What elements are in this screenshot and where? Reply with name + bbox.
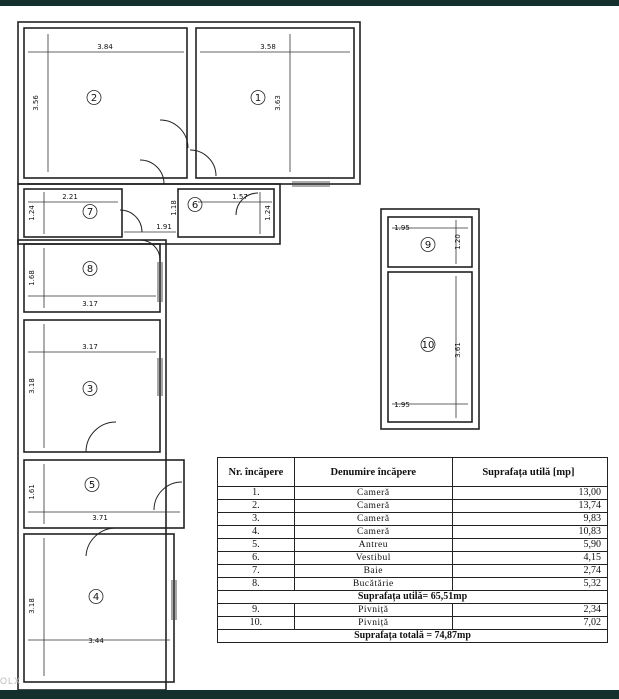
door-swing-icon — [86, 422, 116, 452]
room-extra-dimension-label: 1.18 — [170, 200, 178, 216]
room-height-label: 1.24 — [264, 205, 272, 221]
room-height-label: 3.63 — [274, 95, 282, 111]
cell-name: Cameră — [294, 526, 452, 539]
room-number-label: 9 — [424, 240, 432, 251]
room-number-label: 1 — [254, 93, 262, 104]
cell-area: 13,74 — [452, 500, 607, 513]
cell-area: 2,34 — [452, 604, 607, 617]
total-cell: Suprafața totală = 74,87mp — [218, 630, 608, 643]
room-width-label: 2.21 — [62, 193, 78, 201]
room-number-label: 10 — [421, 340, 435, 351]
cell-area: 2,74 — [452, 565, 607, 578]
cell-name: Pivniță — [294, 604, 452, 617]
door-swing-icon — [160, 120, 188, 148]
header-name: Denumire încăpere — [294, 458, 452, 487]
room-number-label: 8 — [86, 264, 94, 275]
room-number-label: 3 — [86, 384, 94, 395]
room-width-label: 3.17 — [82, 343, 98, 351]
cell-area: 5,90 — [452, 539, 607, 552]
cell-nr: 4. — [218, 526, 295, 539]
room-width-label: 1.95 — [394, 224, 410, 232]
cell-nr: 2. — [218, 500, 295, 513]
cell-nr: 8. — [218, 578, 295, 591]
subtotal-cell: Suprafața utilă= 65,51mp — [218, 591, 608, 604]
cell-nr: 5. — [218, 539, 295, 552]
cell-area: 5,32 — [452, 578, 607, 591]
cell-area: 7,02 — [452, 617, 607, 630]
table-row — [218, 487, 608, 500]
table-row — [218, 578, 608, 591]
room-number-label: 2 — [90, 93, 98, 104]
cell-nr: 9. — [218, 604, 295, 617]
room-number-label: 7 — [86, 207, 94, 218]
room-height-label: 3.18 — [28, 598, 36, 614]
subtotal-cell-row — [218, 591, 608, 604]
upper-block-wall — [18, 22, 360, 184]
cell-name: Cameră — [294, 500, 452, 513]
table-row — [218, 552, 608, 565]
room-width-label: 3.58 — [260, 43, 276, 51]
cell-name: Cameră — [294, 513, 452, 526]
table-row — [218, 526, 608, 539]
table-row — [218, 617, 608, 630]
table-row — [218, 604, 608, 617]
room-width-label: 3.84 — [97, 43, 113, 51]
cell-name: Vestibul — [294, 552, 452, 565]
table-body — [218, 487, 608, 643]
room-area-table — [217, 457, 608, 643]
header-area: Suprafața utilă [mp] — [452, 458, 607, 487]
watermark-text: OLX — [0, 676, 22, 686]
room-height-label: 1.61 — [28, 484, 36, 500]
room-number-label: 4 — [92, 592, 100, 603]
room-width-label: 1.95 — [394, 401, 410, 409]
door-swing-icon — [154, 482, 182, 510]
cell-nr: 3. — [218, 513, 295, 526]
header-nr: Nr. încăpere — [218, 458, 295, 487]
cell-nr: 7. — [218, 565, 295, 578]
cell-area: 10,83 — [452, 526, 607, 539]
room-height-label: 3.18 — [28, 378, 36, 394]
cell-name: Bucătărie — [294, 578, 452, 591]
room-width-label: 3.71 — [92, 514, 108, 522]
cell-name: Pivniță — [294, 617, 452, 630]
room-width-label: 3.17 — [82, 300, 98, 308]
room-number-label: 6 — [191, 200, 199, 211]
room-height-label: 1.24 — [28, 205, 36, 221]
room-height-label: 1.68 — [28, 270, 36, 286]
door-swing-icon — [86, 528, 116, 556]
room-4-outline — [24, 534, 174, 682]
table-row — [218, 500, 608, 513]
bottom-frame-band — [0, 690, 619, 699]
table-row — [218, 513, 608, 526]
room-width-label: 3.44 — [88, 637, 104, 645]
room-height-label: 3.61 — [454, 342, 462, 358]
cell-nr: 1. — [218, 487, 295, 500]
room-width-label: 1.57 — [232, 193, 248, 201]
room-number-label: 5 — [88, 480, 96, 491]
cell-nr: 6. — [218, 552, 295, 565]
room-extra-dimension-label: 1.91 — [156, 223, 172, 231]
table-header-row — [218, 458, 608, 487]
room-height-label: 3.56 — [32, 95, 40, 111]
total-cell-row — [218, 630, 608, 643]
door-swing-icon — [120, 210, 142, 232]
room-height-label: 1.20 — [454, 234, 462, 250]
table-row — [218, 565, 608, 578]
cell-area: 4,15 — [452, 552, 607, 565]
cell-nr: 10. — [218, 617, 295, 630]
door-swing-icon — [140, 160, 164, 184]
cell-name: Baie — [294, 565, 452, 578]
cell-area: 9,83 — [452, 513, 607, 526]
table-row — [218, 539, 608, 552]
door-swing-icon — [190, 150, 216, 176]
cell-area: 13,00 — [452, 487, 607, 500]
cell-name: Antreu — [294, 539, 452, 552]
door-swing-icon — [140, 240, 160, 260]
cell-name: Cameră — [294, 487, 452, 500]
